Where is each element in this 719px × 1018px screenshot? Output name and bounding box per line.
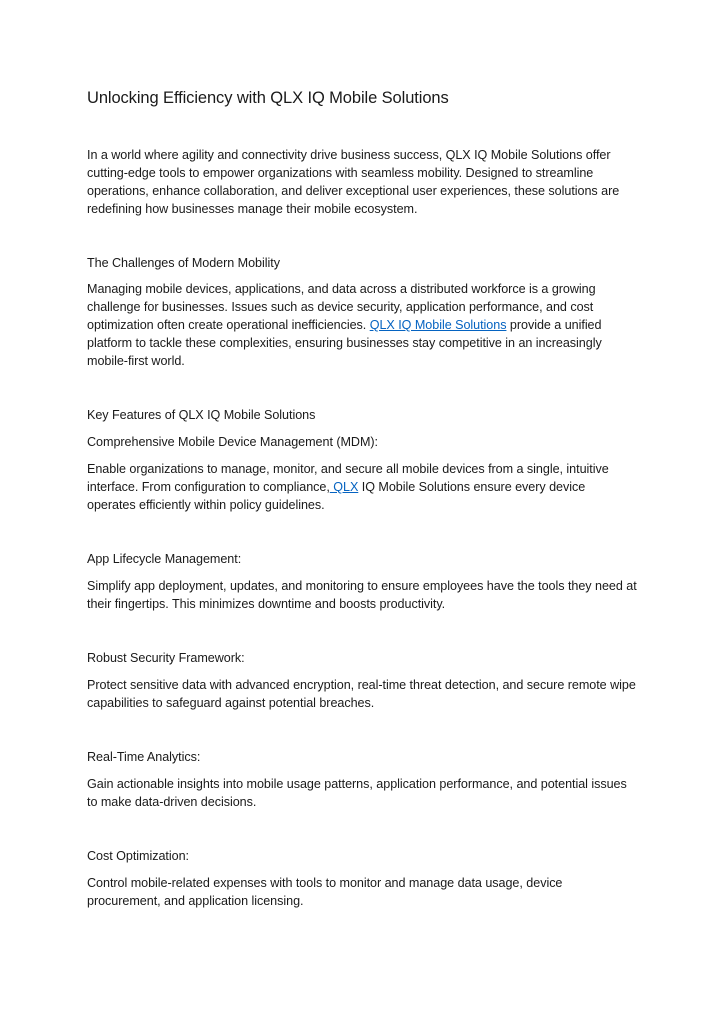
mdm-heading: Comprehensive Mobile Device Management (MDM): — [87, 435, 379, 449]
mdm-text-before: Enable organizations to manage, monitor, and secure all mobile devices from a single, intuitive interface. From configuration to compliance, — [87, 462, 609, 494]
challenges-text-before: Managing mobile devices, applications, and data across a distributed workforce is a growing challenge for businesses. Issues such as device security, application performance, and cost optimization often create operational inefficiencies. — [87, 282, 596, 332]
mdm-text-after: IQ Mobile Solutions ensure every device operates efficiently within policy guidelines. — [87, 480, 586, 512]
document-content — [87, 88, 637, 910]
qlx-iq-mobile-solutions-link[interactable]: QLX IQ Mobile Solutions — [369, 318, 507, 332]
cost-optimization-paragraph: Control mobile-related expenses with tools to monitor and manage data usage, device procurement, and application licensing. — [87, 876, 563, 908]
cost-optimization-heading: Cost Optimization: — [87, 849, 189, 863]
real-time-analytics-heading: Real-Time Analytics: — [87, 750, 201, 764]
qlx-link[interactable]: QLX — [329, 480, 359, 494]
real-time-analytics-paragraph: Gain actionable insights into mobile usage patterns, application performance, and potential issues to make data-driven decisions. — [87, 777, 627, 809]
challenges-heading: The Challenges of Modern Mobility — [87, 256, 280, 270]
challenges-text-after: provide a unified platform to tackle these complexities, ensuring businesses stay competitive in an increasingly mobile-first world. — [87, 318, 602, 368]
app-lifecycle-paragraph: Simplify app deployment, updates, and monitoring to ensure employees have the tools they need at their fingertips. This minimizes downtime and boosts productivity. — [87, 579, 637, 611]
challenges-paragraph — [87, 280, 637, 370]
security-framework-paragraph: Protect sensitive data with advanced encryption, real-time threat detection, and secure remote wipe capabilities to safeguard against potential breaches. — [87, 678, 636, 710]
page-title: Unlocking Efficiency with QLX IQ Mobile Solutions — [87, 89, 449, 107]
features-heading: Key Features of QLX IQ Mobile Solutions — [87, 408, 316, 422]
intro-paragraph: In a world where agility and connectivity drive business success, QLX IQ Mobile Solutions offer cutting-edge tools to empower organizations with seamless mobility. Designed to streamline operations, enhance collaboration, and deliver exceptional user experiences, these solutions are redefining how businesses manage their mobile ecosystem. — [87, 148, 620, 216]
app-lifecycle-heading: App Lifecycle Management: — [87, 552, 242, 566]
mdm-paragraph — [87, 460, 637, 514]
security-framework-heading: Robust Security Framework: — [87, 651, 245, 665]
